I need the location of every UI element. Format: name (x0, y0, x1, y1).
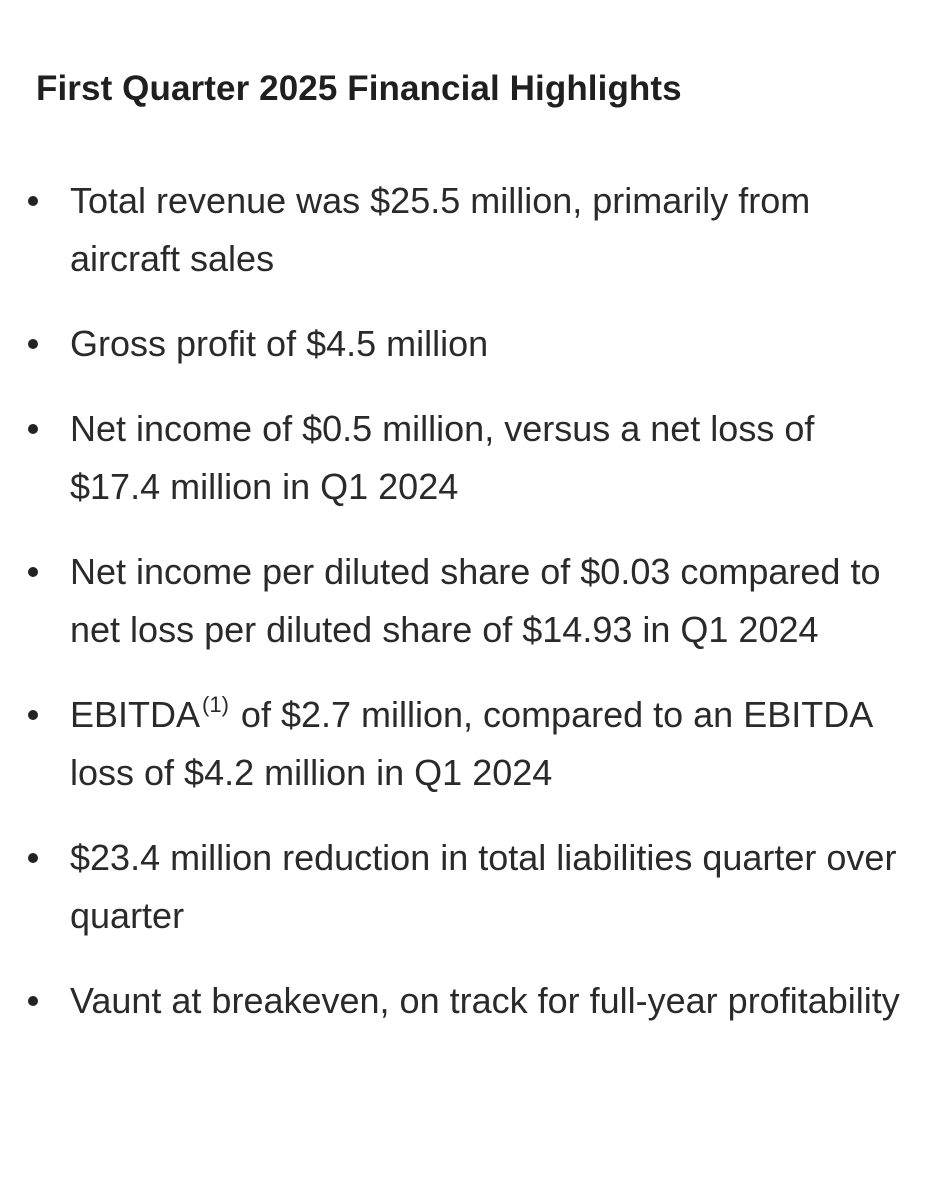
highlight-text-prefix: EBITDA (70, 694, 201, 735)
footnote-marker: (1) (202, 692, 229, 717)
section-heading: First Quarter 2025 Financial Highlights (36, 69, 682, 108)
highlight-text: Net income of $0.5 million, versus a net loss of $17.4 million in Q1 2024 (70, 408, 815, 507)
bullet-icon (28, 829, 38, 887)
highlight-revenue (36, 172, 900, 288)
highlight-text: Gross profit of $4.5 million (70, 323, 489, 364)
highlight-liabilities (36, 829, 900, 945)
highlight-vaunt (36, 972, 900, 1030)
highlight-text: Vaunt at breakeven, on track for full-year profitability (70, 980, 900, 1021)
highlight-net-income (36, 400, 900, 516)
bullet-icon (28, 972, 38, 1030)
highlight-gross-profit (36, 315, 900, 373)
highlight-text: $23.4 million reduction in total liabilities quarter over quarter (70, 837, 897, 936)
highlight-text-suffix: of $2.7 million, compared to an EBITDA loss of $4.2 million in Q1 2024 (70, 694, 872, 793)
highlights-list (36, 172, 900, 1030)
bullet-icon (28, 172, 38, 230)
bullet-icon (28, 315, 38, 373)
bullet-icon (28, 543, 38, 601)
bullet-icon (28, 686, 38, 744)
highlight-text: Total revenue was $25.5 million, primarily from aircraft sales (70, 180, 811, 279)
highlight-text: Net income per diluted share of $0.03 compared to net loss per diluted share of $14.93 in Q1 2024 (70, 551, 881, 650)
highlight-eps (36, 543, 900, 659)
highlight-ebitda (36, 686, 900, 802)
bullet-icon (28, 400, 38, 458)
